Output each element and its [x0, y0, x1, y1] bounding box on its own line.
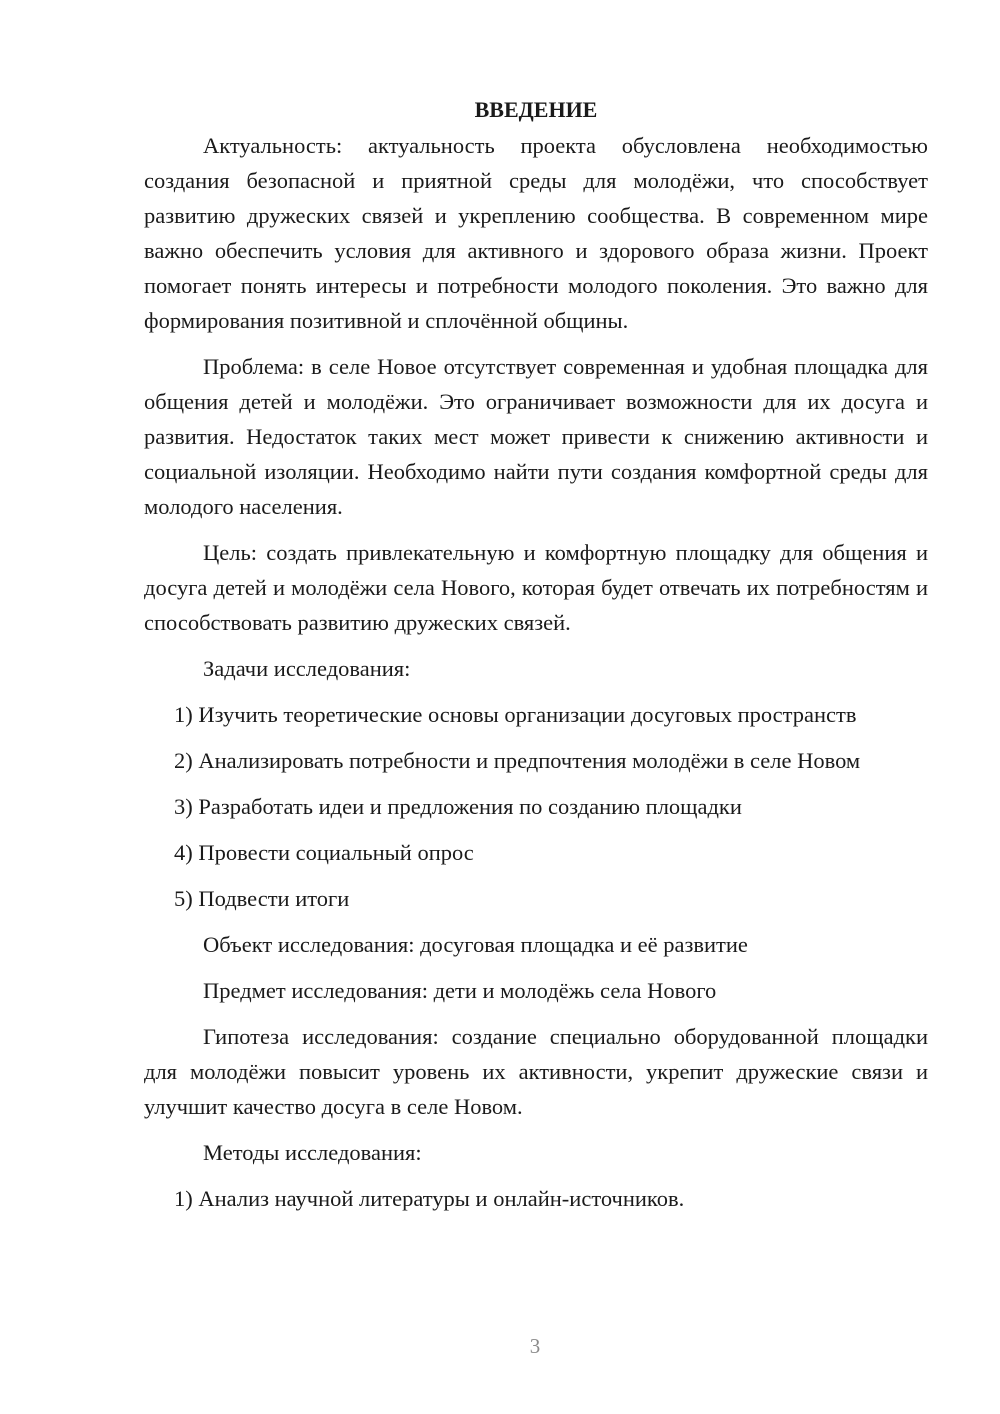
goal-paragraph: Цель: создать привлекательную и комфортную площадку для общения и досуга детей и молодёжи села Нового, которая будет отвечать их потребностям и способствовать развитию дружеских связей. [144, 540, 928, 635]
task-item: 5) Подвести итоги [174, 886, 350, 911]
relevance-paragraph: Актуальность: актуальность проекта обусловлена необходимостью создания безопасной и приятной среды для молодёжи, что способствует развитию дружеских связей и укреплению сообщества. В современном мире важно обеспечить условия для активного и здорового образа жизни. Проект помогает понять интересы и потребности молодого поколения. Это важно для формирования позитивной и сплочённой общины. [144, 133, 928, 333]
subject-paragraph: Предмет исследования: дети и молодёжь села Нового [203, 978, 717, 1003]
task-item: 2) Анализировать потребности и предпочтения молодёжи в селе Новом [174, 748, 861, 773]
hypothesis-paragraph: Гипотеза исследования: создание специально оборудованной площадки для молодёжи повысит уровень их активности, укрепит дружеские связи и улучшит качество досуга в селе Новом. [144, 1024, 928, 1119]
tasks-title: Задачи исследования: [203, 656, 411, 681]
methods-title: Методы исследования: [203, 1140, 422, 1165]
problem-paragraph: Проблема: в селе Новое отсутствует современная и удобная площадка для общения детей и молодёжи. Это ограничивает возможности для их досуга и развития. Недостаток таких мест может привести к снижению активности и социальной изоляции. Необходимо найти пути создания комфортной среды для молодого населения. [144, 354, 928, 519]
task-item: 1) Изучить теоретические основы организации досуговых пространств [174, 702, 857, 727]
document-page [144, 92, 928, 1216]
object-paragraph: Объект исследования: досуговая площадка и её развитие [203, 932, 748, 957]
task-item: 4) Провести социальный опрос [174, 840, 474, 865]
section-heading: ВВЕДЕНИЕ [474, 97, 598, 122]
method-item: 1) Анализ научной литературы и онлайн-источников. [174, 1186, 685, 1211]
task-item: 3) Разработать идеи и предложения по созданию площадки [174, 794, 742, 819]
page-number: 3 [529, 1334, 541, 1358]
